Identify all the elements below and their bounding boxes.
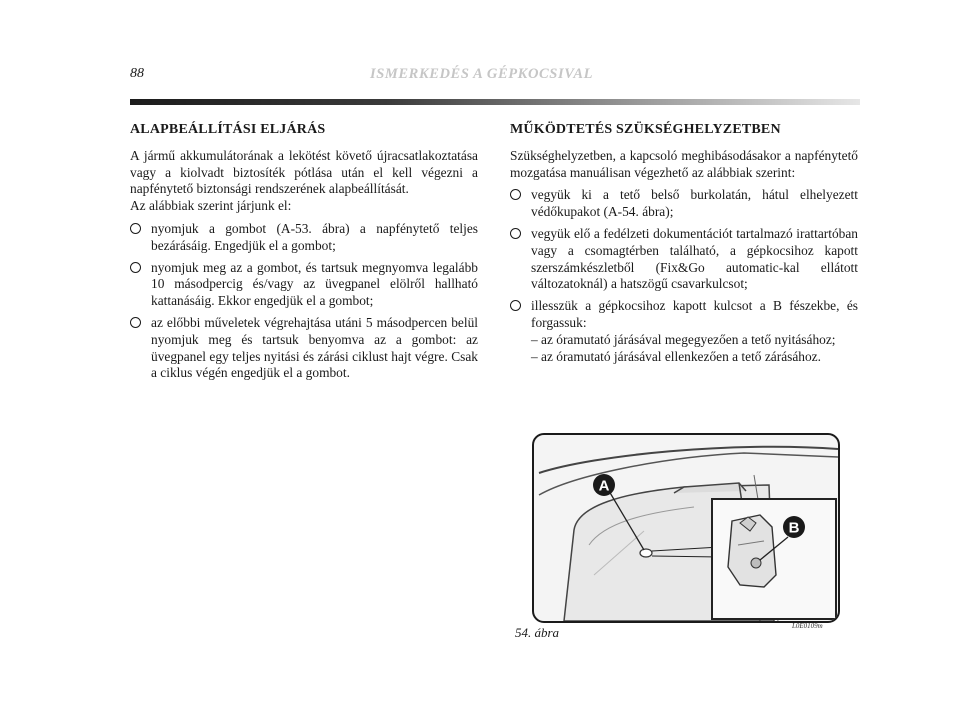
list-item-text: vegyük ki a tető belső burkolatán, hátul elhelyezett védőkupakot (A-54. ábra); [531, 187, 858, 220]
list-item [510, 298, 858, 365]
bullet-icon [510, 228, 521, 239]
header-rule [130, 99, 860, 105]
sub-item-open: – az óramutató járásával megegyezően a tető nyitásához; [531, 331, 836, 347]
emergency-intro: Szükséghelyzetben, a kapcsoló meghibásodásakor a napfénytető mozgatása manuálisan végezhető az alábbiak szerint: [510, 147, 858, 180]
section-heading-basic-setup: ALAPBEÁLLÍTÁSI ELJÁRÁS [130, 122, 326, 137]
lead-paragraph: Az alábbiak szerint járjunk el: [130, 198, 292, 214]
bullet-icon [510, 300, 521, 311]
bullet-icon [130, 223, 141, 234]
list-item-text: illesszük a gépkocsihoz kapott kulcsot a B fészekbe, és forgassuk: [531, 298, 858, 330]
list-item [130, 260, 478, 310]
list-item-text: nyomjuk meg az a gombot, és tartsuk megnyomva legalább 10 másodpercig és/vagy az üvegpanel elölről hallható kattanásáig. Ekkor engedjük el a gombot; [151, 259, 478, 309]
bullet-icon [130, 262, 141, 273]
label-b: B [788, 519, 800, 537]
setup-steps-list [130, 221, 478, 382]
bullet-icon [130, 317, 141, 328]
section-heading-emergency: MŰKÖDTETÉS SZÜKSÉGHELYZETBEN [510, 122, 781, 137]
figure-caption: 54. ábra [515, 625, 560, 640]
figure-code: L0E0109m [792, 622, 823, 630]
sunroof-illustration [532, 433, 840, 623]
list-item-text: vegyük elő a fedélzeti dokumentációt tartalmazó irattartóban vagy a csomagtérben található, a gépkocsihoz kapott szerszámkészletből (Fix&Go automatic-kal ellátott változatoknál) a hatszögű csavarkulcsot; [531, 225, 858, 292]
protective-cap [640, 549, 652, 557]
hex-socket [751, 558, 761, 568]
page-number: 88 [130, 66, 144, 81]
list-item-text: az előbbi műveletek végrehajtása utáni 5 másodpercen belül nyomjuk meg és tartsuk benyomva az a gombot: az üvegpanel egy teljes nyitási és zárási ciklust hajt végre. Csak a ciklus végén engedjük el a gombot. [151, 314, 478, 381]
sub-item-close: – az óramutató járásával ellenkezően a tető zárásához. [531, 348, 821, 364]
intro-paragraph: A jármű akkumulátorának a lekötést követő újracsatlakoztatása vagy a kiolvadt biztosíték pótlása után el kell végezni a napfénytető biztonsági rendszerének alapbeállítását. [130, 147, 478, 197]
right-column [510, 122, 858, 370]
sunroof-drawing [534, 435, 838, 621]
list-item [510, 187, 858, 221]
left-column [130, 122, 478, 387]
bullet-icon [510, 189, 521, 200]
list-item [510, 226, 858, 293]
running-title: ISMERKEDÉS A GÉPKOCSIVAL [370, 66, 594, 82]
list-item [130, 315, 478, 382]
list-item [130, 221, 478, 255]
label-a: A [598, 477, 610, 495]
list-item-text: nyomjuk a gombot (A-53. ábra) a napfénytető teljes bezárásáig. Engedjük el a gombot; [151, 220, 478, 253]
emergency-steps-list [510, 187, 858, 365]
